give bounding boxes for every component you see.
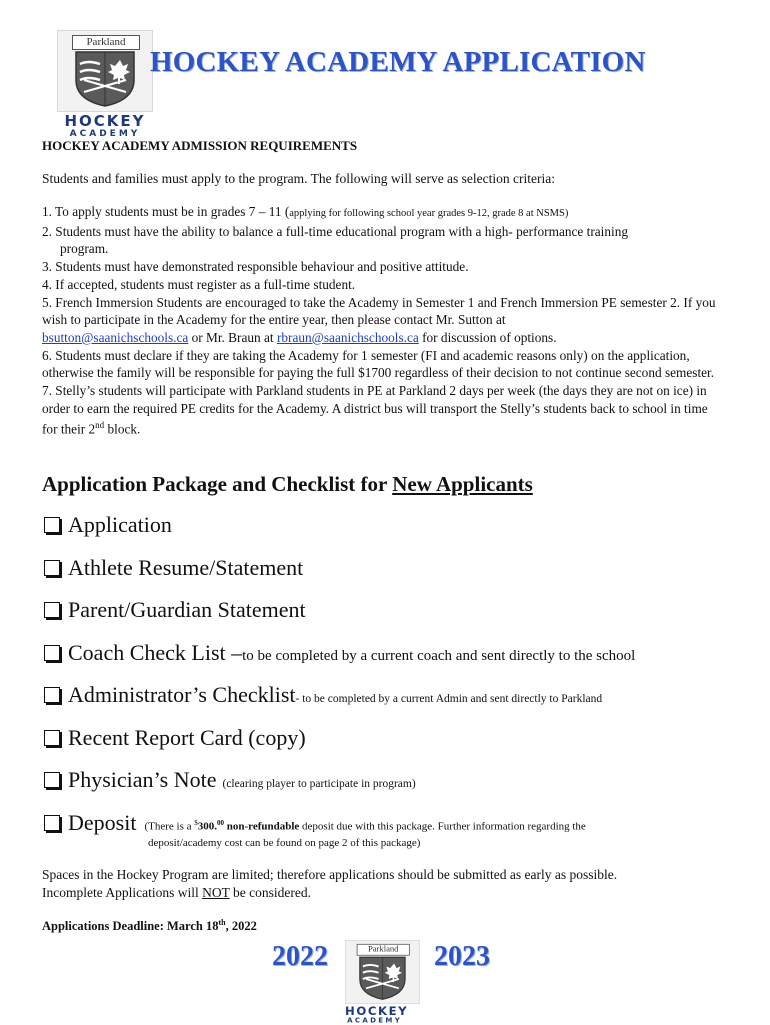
requirements-intro: Students and families must apply to the program. The following will serve as selection criteria: — [42, 171, 556, 186]
deposit-nonrefundable: non-refundable — [223, 821, 300, 833]
checklist-item-label: Parent/Guardian Statement — [68, 597, 306, 622]
requirement-1 — [42, 203, 722, 223]
checkbox-icon[interactable] — [44, 687, 60, 703]
logo-parkland-text: Parkland — [357, 944, 410, 956]
checklist-item-deposit[interactable] — [44, 810, 586, 836]
requirement-7-end: block. — [104, 421, 141, 437]
requirement-2-cont: program. — [60, 241, 109, 257]
sutton-email-link[interactable]: bsutton@saanichschools.ca — [42, 329, 189, 345]
checkbox-icon[interactable] — [44, 772, 60, 788]
checklist-item-resume[interactable] — [44, 555, 303, 581]
shield-icon — [358, 956, 406, 1001]
academy-logo — [55, 30, 155, 139]
requirements-heading: HOCKEY ACADEMY ADMISSION REQUIREMENTS — [42, 138, 358, 153]
requirement-5 — [42, 294, 722, 347]
requirement-1-text: 1. To apply students must be in grades 7 – 11 ( — [42, 204, 290, 219]
spaces-not: NOT — [202, 885, 230, 900]
checklist-item-note: to be completed by a current coach and sent directly to the school — [242, 648, 636, 664]
deposit-note-a: (There is a — [144, 821, 195, 833]
checkbox-icon[interactable] — [44, 730, 60, 746]
checkbox-icon[interactable] — [44, 815, 60, 831]
checklist-item-label: Administrator’s Checklist — [68, 682, 296, 707]
checklist-item-application[interactable] — [44, 512, 172, 538]
checklist-item-note: (clearing player to participate in program) — [222, 778, 416, 790]
checklist-item-parent[interactable] — [44, 597, 306, 623]
checkbox-icon[interactable] — [44, 517, 60, 533]
logo-shield-box — [345, 940, 420, 1004]
year-right: 2023 — [434, 941, 490, 972]
logo-hockey-text: HOCKEY — [64, 112, 146, 130]
checklist-item-report[interactable] — [44, 725, 306, 751]
checkbox-icon[interactable] — [44, 602, 60, 618]
checklist-heading-underlined: New Applicants — [392, 472, 533, 496]
requirement-6: 6. Students must declare if they are taking the Academy for 1 semester (FI and academic reasons only) on the application, otherwise the family will be responsible for paying the full $1700 regardless of their decision to not continue second semester. — [42, 347, 715, 381]
checklist-heading-prefix: Application Package and Checklist for — [42, 472, 393, 496]
page-title: HOCKEY ACADEMY APPLICATION — [150, 46, 646, 78]
checklist-item-physician[interactable] — [44, 767, 416, 793]
checkbox-icon[interactable] — [44, 560, 60, 576]
deposit-sup-cents: 00 — [216, 819, 224, 828]
deposit-note-b: deposit due with this package. Further information regarding the — [299, 821, 586, 833]
requirement-7-text: 7. Stelly’s students will participate with Parkland students in PE at Parkland 2 days per week (the days they are not on ice) in order to earn the required PE credits for the Academy. A district bus will transport the Stelly’s students back to school in time for their 2 — [42, 383, 708, 437]
checkbox-icon[interactable] — [44, 645, 60, 661]
logo-academy-text: ACADEMY — [69, 129, 141, 139]
spaces-line-2 — [42, 884, 742, 902]
logo-hockey-text: HOCKEY — [345, 1003, 409, 1018]
spaces-line-2-b: be considered. — [229, 885, 311, 900]
requirement-5-text: 5. French Immersion Students are encouraged to take the Academy in Semester 1 and French Immersion PE semester 2. If you wish to participate in the Academy for the entire year, then please contact Mr. Sutton at — [42, 294, 716, 328]
logo-academy-text: ACADEMY — [347, 1017, 403, 1025]
spaces-line-2-a: Incomplete Applications will — [42, 885, 203, 900]
checklist-item-label: Recent Report Card (copy) — [68, 725, 306, 750]
checklist-heading — [42, 472, 533, 497]
requirement-2 — [42, 223, 722, 241]
checklist-item-label: Athlete Resume/Statement — [68, 555, 304, 580]
checklist-item-label: Physician’s Note — [68, 767, 217, 792]
requirement-7 — [42, 382, 722, 439]
application-deadline — [42, 918, 257, 934]
deposit-sup-dollar: $ — [194, 819, 198, 828]
shield-icon — [74, 50, 136, 108]
spaces-line-1: Spaces in the Hockey Program are limited; therefore applications should be submitted as early as possible. — [42, 867, 618, 882]
checklist-item-label: Deposit — [68, 810, 137, 835]
year-left: 2022 — [272, 941, 328, 972]
logo-shield-box — [57, 30, 153, 112]
requirement-2-text: 2. Students must have the ability to balance a full-time educational program with a high- performance training — [42, 223, 628, 239]
checklist-item-admin[interactable] — [44, 682, 602, 708]
logo-parkland-text: Parkland — [72, 35, 140, 50]
requirement-5-mid: or Mr. Braun at — [188, 329, 277, 345]
requirement-5-end: for discussion of options. — [418, 329, 557, 345]
spaces-notice — [42, 866, 742, 902]
requirements-list — [42, 203, 722, 439]
deadline-sup: th — [218, 918, 226, 927]
requirement-7-sup: nd — [95, 420, 105, 431]
checklist-item-note: - to be completed by a current Admin and sent directly to Parkland — [295, 693, 603, 705]
requirement-1-note: applying for following school year grades 9-12, grade 8 at NSMS) — [289, 208, 569, 219]
braun-email-link[interactable]: rbraun@saanichschools.ca — [276, 329, 419, 345]
bottom-academy-logo — [345, 940, 409, 1025]
deadline-text: Applications Deadline: March 18 — [42, 919, 219, 934]
deadline-year: , 2022 — [225, 919, 257, 934]
checklist-item-coach[interactable] — [44, 640, 635, 666]
deposit-note — [144, 819, 585, 833]
deposit-note-line2: deposit/academy cost can be found on page 2 of this package) — [148, 837, 421, 849]
checklist-item-label: Coach Check List – — [68, 640, 243, 665]
deposit-amount: 300. — [197, 821, 217, 833]
requirement-3: 3. Students must have demonstrated responsible behaviour and positive attitude. — [42, 259, 469, 275]
requirement-4: 4. If accepted, students must register as a full-time student. — [42, 276, 356, 292]
checklist-item-label: Application — [68, 512, 172, 537]
